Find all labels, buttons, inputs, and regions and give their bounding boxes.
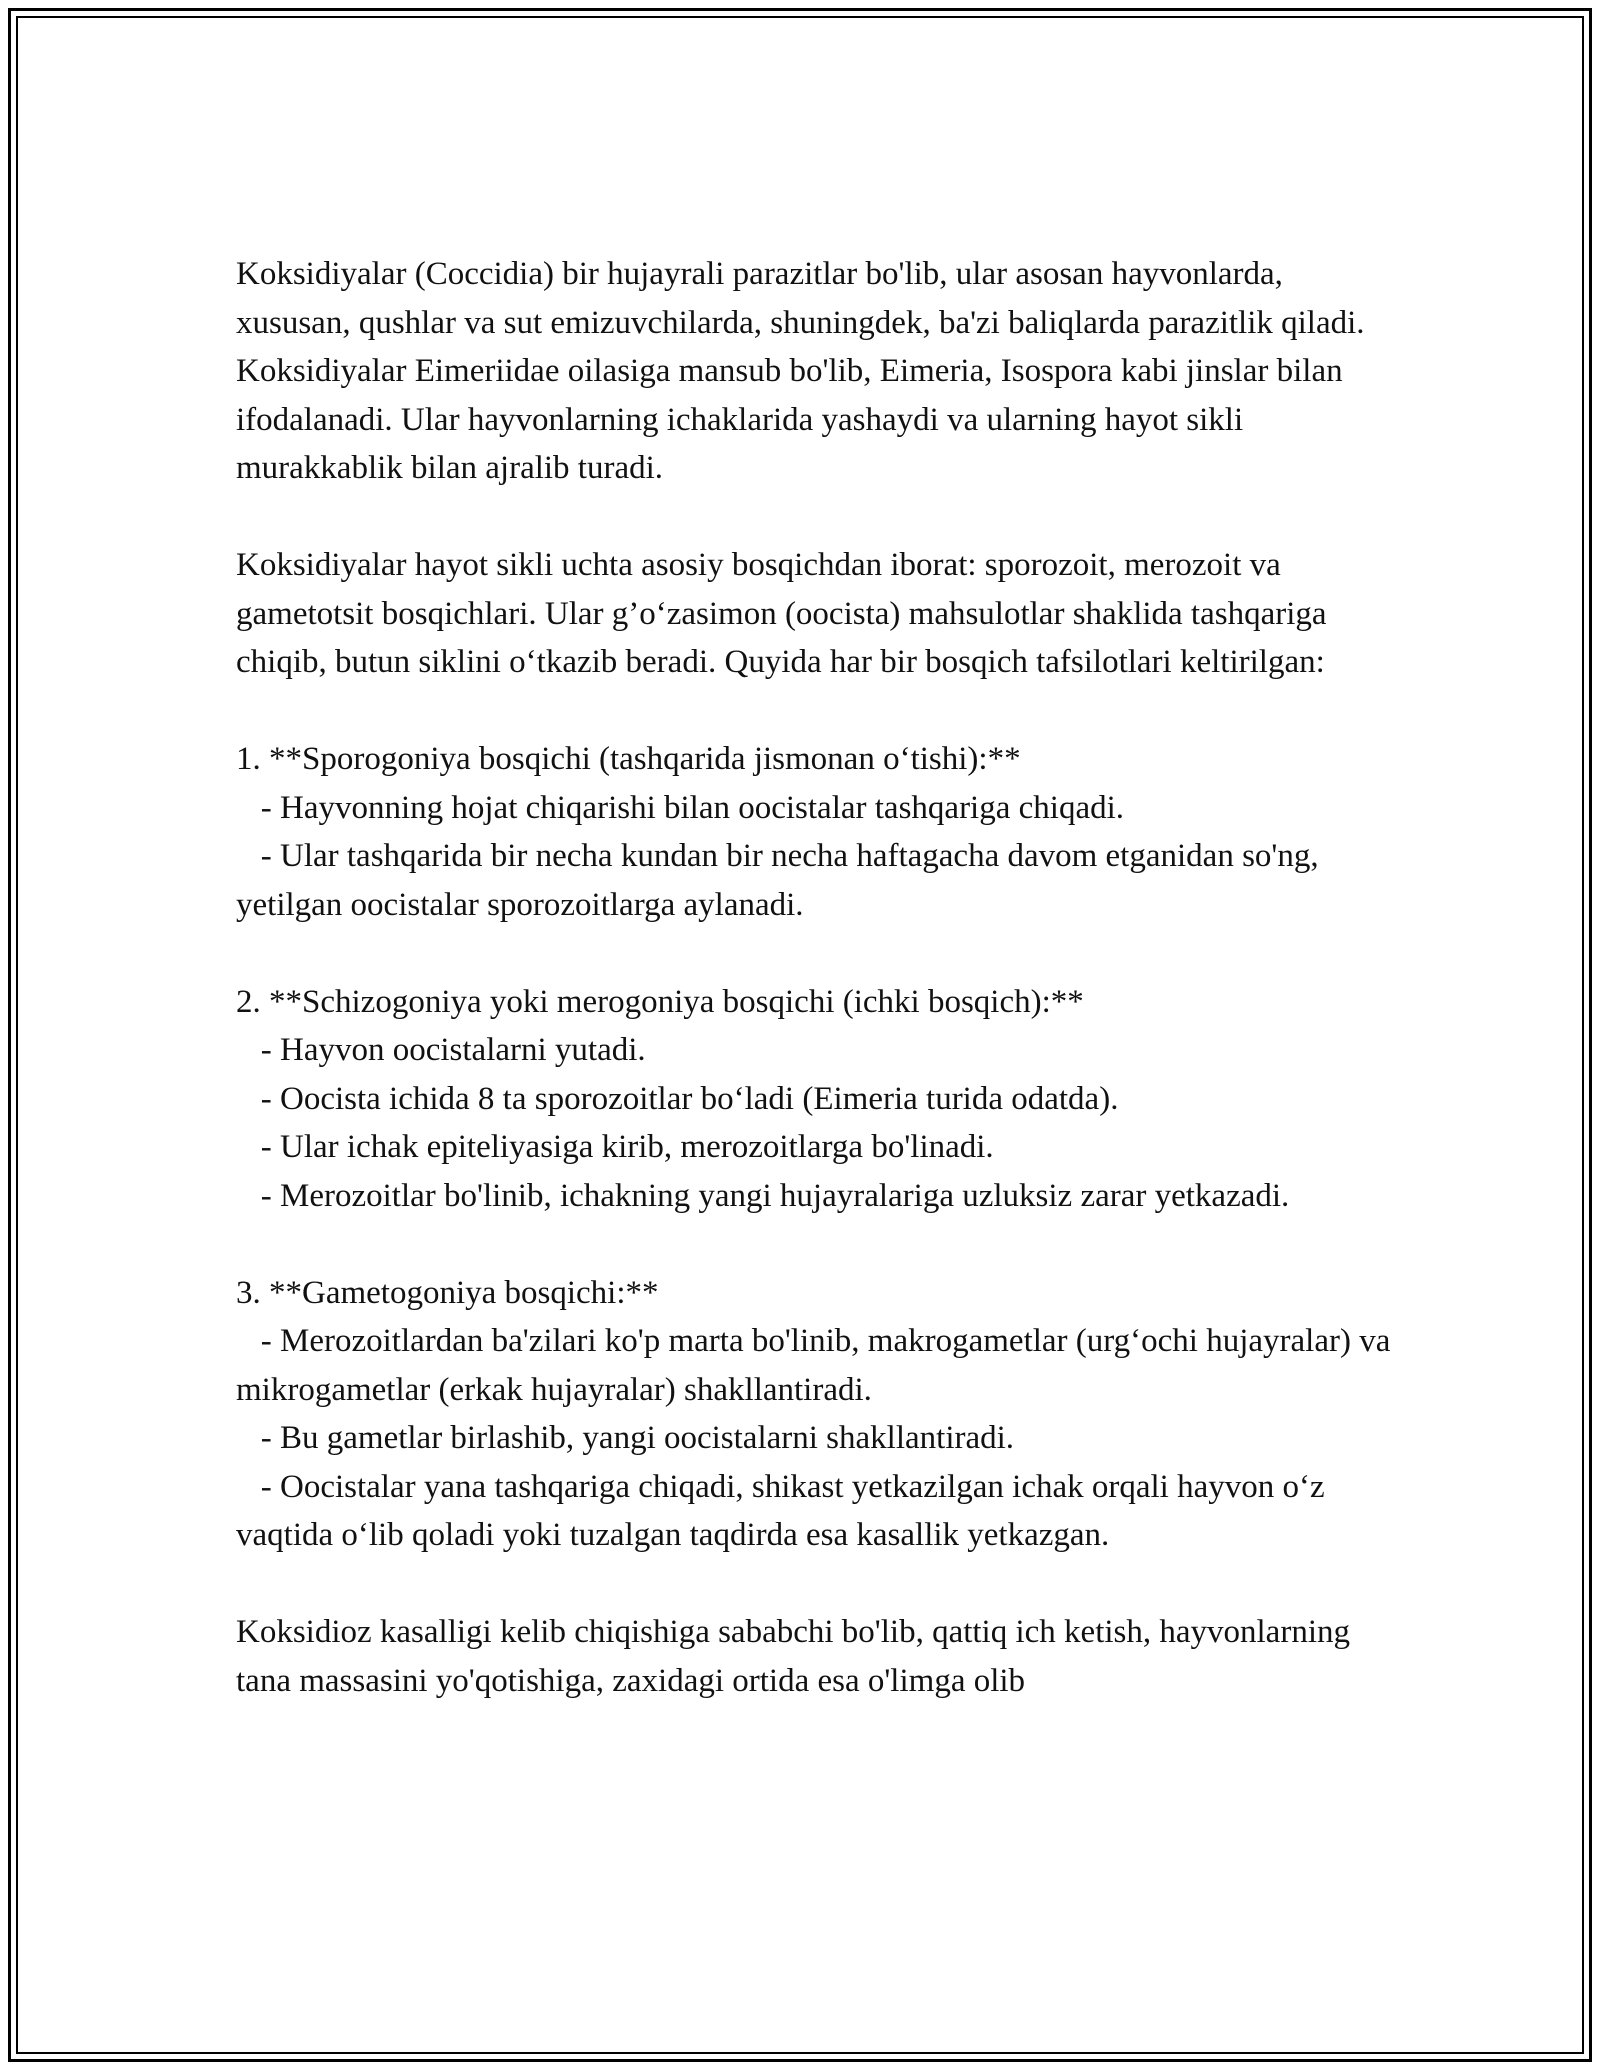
stage-item: - Oocista ichida 8 ta sporozoitlar bo‘ladi (Eimeria turida odatda).	[236, 1080, 1119, 1117]
stage-item: - Ular ichak epiteliyasiga kirib, merozoitlarga bo'linadi.	[236, 1129, 994, 1165]
stage-item: - Hayvon oocistalarni yutadi.	[236, 1032, 646, 1068]
stage-heading: 2. **Schizogoniya yoki merogoniya bosqichi (ichki bosqich):**	[236, 983, 1084, 1020]
stage-item: - Merozoitlar bo'linib, ichakning yangi hujayralariga uzluksiz zarar yetkazadi.	[236, 1177, 1290, 1214]
conclusion-paragraph: Koksidioz kasalligi kelib chiqishiga sababchi bo'lib, qattiq ich ketish, hayvonlarning tana massasini yo'qotishiga, zaxidagi ortida esa o'limga olib	[236, 1614, 1359, 1699]
intro-paragraph: Koksidiyalar (Coccidia) bir hujayrali parazitlar bo'lib, ular asosan hayvonlarda, xususan, qushlar va sut emizuvchilarda, shuningdek, ba'zi baliqlarda parazitlik qiladi. Koksidiyalar Eimeriidae oilasiga mansub bo'lib, Eimeria, Isospora kabi jinslar bilan ifodalanadi. Ular hayvonlarning ichaklarida yashaydi va ularning hayot sikli murakkablik bilan ajralib turadi.	[236, 256, 1373, 486]
stage-item: - Oocistalar yana tashqariga chiqadi, shikast yetkazilgan ichak orqali hayvon o‘z vaqtida o‘lib qoladi yoki tuzalgan taqdirda esa kasallik yetkazgan.	[236, 1468, 1333, 1553]
stage-heading: 3. **Gametogoniya bosqichi:**	[236, 1274, 659, 1311]
stage-item: - Merozoitlardan ba'zilari ko'p marta bo'linib, makrogametlar (urg‘ochi hujayralar) va mikrogametlar (erkak hujayralar) shakllantiradi.	[236, 1323, 1399, 1408]
stage-gametogoniya	[236, 1269, 1399, 1560]
stage-schizogoniya	[236, 978, 1396, 1221]
stage-sporogoniya	[236, 735, 1396, 929]
document-body	[236, 250, 1399, 1705]
stage-item: - Hayvonning hojat chiqarishi bilan oocistalar tashqariga chiqadi.	[236, 789, 1125, 826]
stage-heading: 1. **Sporogoniya bosqichi (tashqarida jismonan o‘tishi):**	[236, 741, 1021, 777]
overview-paragraph: Koksidiyalar hayot sikli uchta asosiy bosqichdan iborat: sporozoit, merozoit va gametotsit bosqichlari. Ular g’o‘zasimon (oocista) mahsulotlar shaklida tashqariga chiqib, butun siklini o‘tkazib beradi. Quyida har bir bosqich tafsilotlari keltirilgan:	[236, 547, 1335, 680]
stage-item: - Ular tashqarida bir necha kundan bir necha haftagacha davom etganidan so'ng, yetilgan oocistalar sporozoitlarga aylanadi.	[236, 838, 1327, 923]
stage-item: - Bu gametlar birlashib, yangi oocistalarni shakllantiradi.	[236, 1420, 1015, 1456]
